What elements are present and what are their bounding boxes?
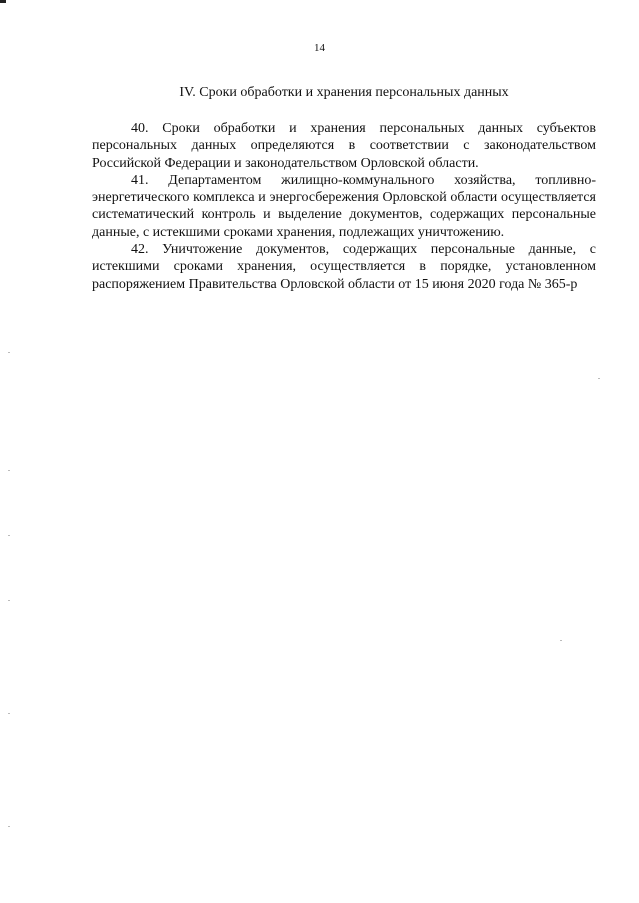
- section-heading: IV. Сроки обработки и хранения персональных данных: [179, 85, 509, 100]
- scan-corner-mark: [0, 0, 6, 3]
- paragraph-40: 40. Сроки обработки и хранения персональных данных субъектов персональных данных определяются в соответствии с законодательством Российской Федерации и законодательством Орловской области.: [92, 121, 596, 171]
- document-body: [92, 120, 596, 293]
- page-number: 14: [314, 42, 325, 54]
- paragraph-41: 41. Департаментом жилищно-коммунального хозяйства, топливно-энергетического комплекса и энергосбережения Орловской области осуществляется систематический контроль и выделение документов, содержащих персональные данные, с истекшими сроками хранения, подлежащих уничтожению.: [92, 172, 596, 240]
- paragraph-42: 42. Уничтожение документов, содержащих персональные данные, с истекшими сроками хранения, осуществляется в порядке, установленном распоряжением Правительства Орловской области от 15 июня 2020 года № 365-р: [92, 242, 596, 292]
